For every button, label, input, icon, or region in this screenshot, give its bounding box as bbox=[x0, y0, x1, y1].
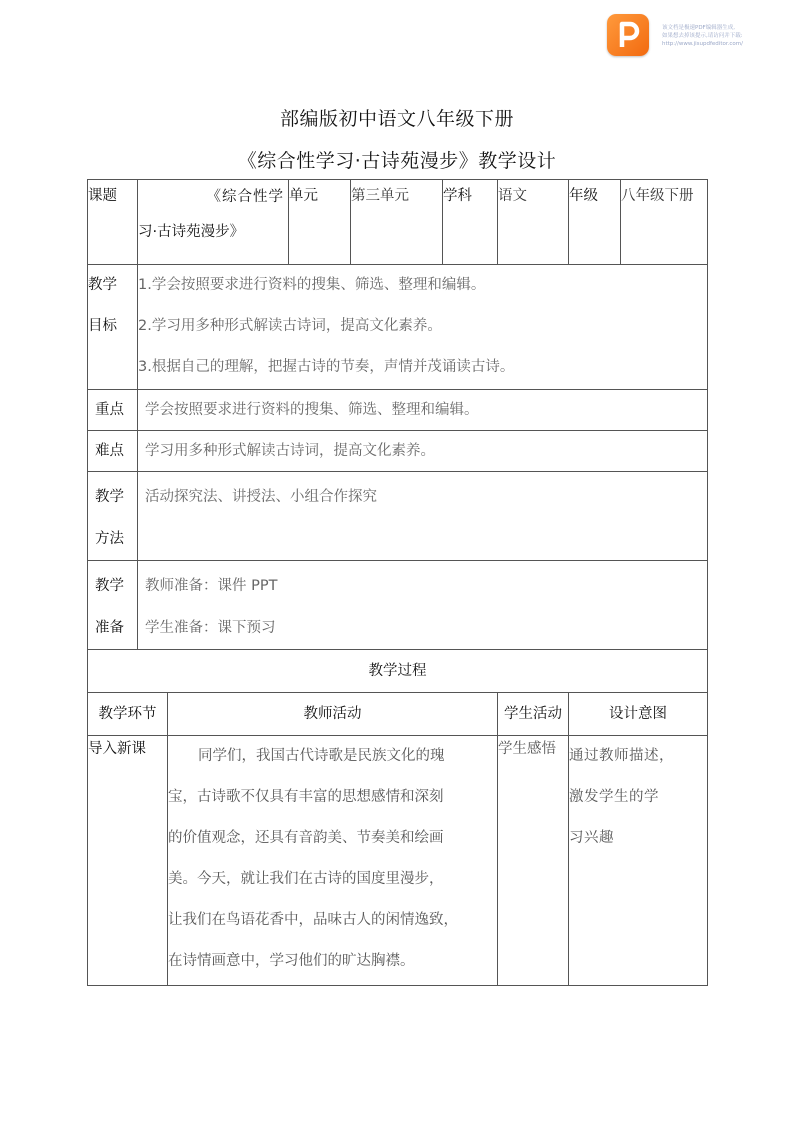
preparation-row bbox=[88, 561, 708, 650]
goals-label bbox=[88, 265, 138, 390]
grade-label: 年级 bbox=[569, 180, 621, 265]
difficulty-row bbox=[88, 431, 708, 472]
document-title: 部编版初中语文八年级下册 bbox=[279, 108, 514, 130]
goals-label-line: 目标 bbox=[88, 318, 117, 334]
teacher-activity-line: 美。今天，就让我们在古诗的国度里漫步， bbox=[168, 871, 444, 887]
preparation-label-line: 准备 bbox=[95, 620, 124, 636]
teacher-activity-line: 让我们在鸟语花香中，品味古人的闲情逸致， bbox=[168, 912, 458, 928]
intro-row bbox=[88, 736, 708, 986]
header-student-activity: 学生活动 bbox=[498, 693, 569, 736]
key-point-label: 重点 bbox=[88, 390, 138, 431]
process-title: 教学过程 bbox=[88, 650, 708, 693]
goal-item: 2.学习用多种形式解读古诗词，提高文化素养。 bbox=[138, 318, 442, 334]
preparation-label-line: 教学 bbox=[95, 578, 124, 594]
grade-value: 八年级下册 bbox=[621, 180, 708, 265]
header-stage: 教学环节 bbox=[88, 693, 168, 736]
teacher-activity-line: 宝，古诗歌不仅具有丰富的思想感情和深刻 bbox=[168, 789, 444, 805]
method-label-line: 教学 bbox=[95, 489, 124, 505]
goal-item: 3.根据自己的理解，把握古诗的节奏，声情并茂诵读古诗。 bbox=[138, 359, 515, 375]
method-label-line: 方法 bbox=[95, 531, 124, 547]
watermark-url: http://www.jisupdfeditor.com/ bbox=[662, 41, 743, 47]
intro-stage: 导入新课 bbox=[88, 736, 168, 986]
document-subtitle: 《综合性学习·古诗苑漫步》教学设计 bbox=[237, 150, 557, 172]
lesson-label: 课题 bbox=[88, 180, 138, 265]
intro-teacher-activity bbox=[168, 736, 498, 986]
preparation-label bbox=[88, 561, 138, 650]
intro-design-intent bbox=[569, 736, 708, 986]
unit-label: 单元 bbox=[289, 180, 351, 265]
subject-label: 学科 bbox=[443, 180, 498, 265]
pdf-editor-logo-icon bbox=[607, 14, 649, 56]
intro-student-activity: 学生感悟 bbox=[498, 736, 569, 986]
design-intent-line: 通过教师描述， bbox=[569, 748, 675, 764]
method-label bbox=[88, 472, 138, 561]
watermark-text bbox=[662, 24, 787, 48]
lesson-name-line: 习·古诗苑漫步》 bbox=[138, 224, 245, 240]
goals-label-line: 教学 bbox=[88, 277, 117, 293]
goals-row bbox=[88, 265, 708, 390]
key-point-value: 学会按照要求进行资料的搜集、筛选、整理和编辑。 bbox=[138, 390, 708, 431]
method-value: 活动探究法、讲授法、小组合作探究 bbox=[138, 472, 708, 561]
info-row bbox=[88, 180, 708, 265]
design-intent-line: 激发学生的学 bbox=[569, 789, 660, 805]
method-row bbox=[88, 472, 708, 561]
teacher-preparation: 教师准备：课件 PPT bbox=[145, 578, 278, 594]
header-teacher-activity: 教师活动 bbox=[168, 693, 498, 736]
teacher-activity-line: 的价值观念，还具有音韵美、节奏美和绘画 bbox=[168, 830, 444, 846]
teacher-activity-line: 同学们，我国古代诗歌是民族文化的瑰 bbox=[198, 748, 445, 764]
difficulty-label: 难点 bbox=[88, 431, 138, 472]
header-design-intent: 设计意图 bbox=[569, 693, 708, 736]
subject-value: 语文 bbox=[498, 180, 569, 265]
lesson-name bbox=[138, 180, 289, 265]
key-point-row bbox=[88, 390, 708, 431]
design-intent-line: 习兴趣 bbox=[569, 830, 615, 846]
goal-item: 1.学会按照要求进行资料的搜集、筛选、整理和编辑。 bbox=[138, 277, 486, 293]
watermark-line: 该文档是极速PDF编辑器生成, bbox=[662, 25, 735, 31]
student-preparation: 学生准备：课下预习 bbox=[145, 620, 276, 636]
process-header-row bbox=[88, 693, 708, 736]
lesson-name-line: 《综合性学 bbox=[206, 189, 285, 205]
difficulty-value: 学习用多种形式解读古诗词，提高文化素养。 bbox=[138, 431, 708, 472]
unit-value: 第三单元 bbox=[351, 180, 443, 265]
process-title-row bbox=[88, 650, 708, 693]
goals-list bbox=[138, 265, 708, 390]
watermark-line: 如果想去掉该提示,请访问并下载: bbox=[662, 33, 743, 39]
preparation-value bbox=[138, 561, 708, 650]
teacher-activity-line: 在诗情画意中，学习他们的旷达胸襟。 bbox=[168, 953, 415, 969]
lesson-plan-table bbox=[87, 179, 708, 986]
